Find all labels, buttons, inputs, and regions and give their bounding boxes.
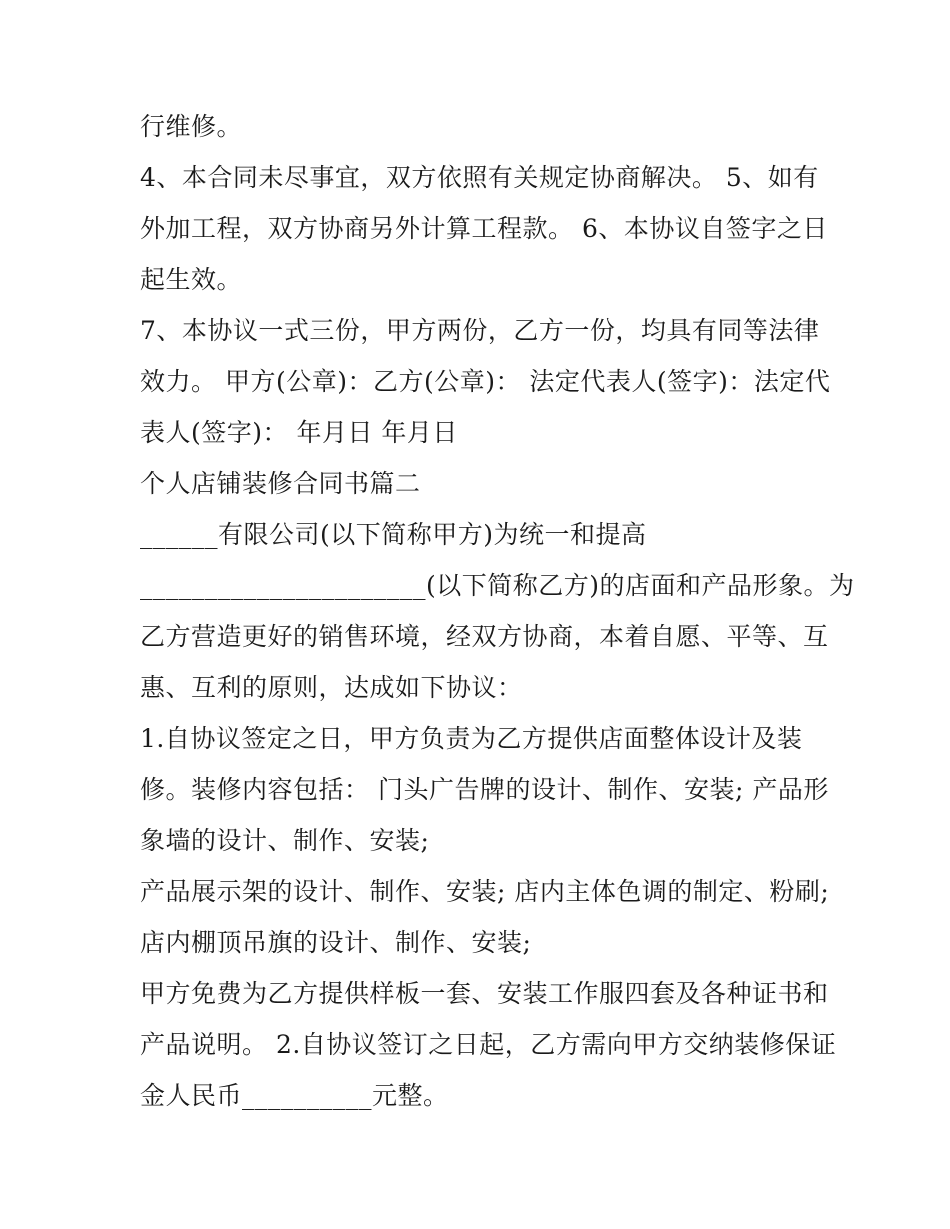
text-line: ______________________(以下简称乙方)的店面和产品形象。为 bbox=[140, 571, 855, 600]
text-line: 效力。 甲方(公章)：乙方(公章)： 法定代表人(签字)：法定代 bbox=[140, 367, 831, 396]
text-line: 7、本协议一式三份，甲方两份，乙方一份，均具有同等法律 bbox=[140, 316, 820, 345]
text-line: 金人民币__________元整。 bbox=[140, 1081, 449, 1110]
text-line: 外加工程，双方协商另外计算工程款。 6、本协议自签字之日 bbox=[140, 214, 828, 243]
text-line: 行维修。 bbox=[140, 112, 243, 141]
text-line: 惠、互利的原则，达成如下协议： bbox=[140, 673, 523, 702]
text-line: ______有限公司(以下简称甲方)为统一和提高 bbox=[140, 520, 647, 549]
section-heading: 个人店铺装修合同书篇二 bbox=[140, 469, 421, 498]
text-line: 产品展示架的设计、制作、安装; 店内主体色调的制定、粉刷; bbox=[140, 877, 830, 906]
text-line: 表人(签字)： 年月日 年月日 bbox=[140, 418, 458, 447]
text-line: 乙方营造更好的销售环境，经双方协商，本着自愿、平等、互 bbox=[140, 622, 829, 651]
text-line: 店内棚顶吊旗的设计、制作、安装; bbox=[140, 928, 532, 957]
text-line: 产品说明。 2.自协议签订之日起，乙方需向甲方交纳装修保证 bbox=[140, 1030, 837, 1059]
text-line: 1.自协议签定之日，甲方负责为乙方提供店面整体设计及装 bbox=[140, 724, 803, 753]
text-line: 修。装修内容包括： 门头广告牌的设计、制作、安装; 产品形 bbox=[140, 775, 829, 804]
text-line: 甲方免费为乙方提供样板一套、安装工作服四套及各种证书和 bbox=[140, 979, 829, 1008]
text-line: 4、本合同未尽事宜，双方依照有关规定协商解决。 5、如有 bbox=[140, 163, 819, 192]
text-line: 象墙的设计、制作、安装; bbox=[140, 826, 430, 855]
text-line: 起生效。 bbox=[140, 265, 243, 294]
